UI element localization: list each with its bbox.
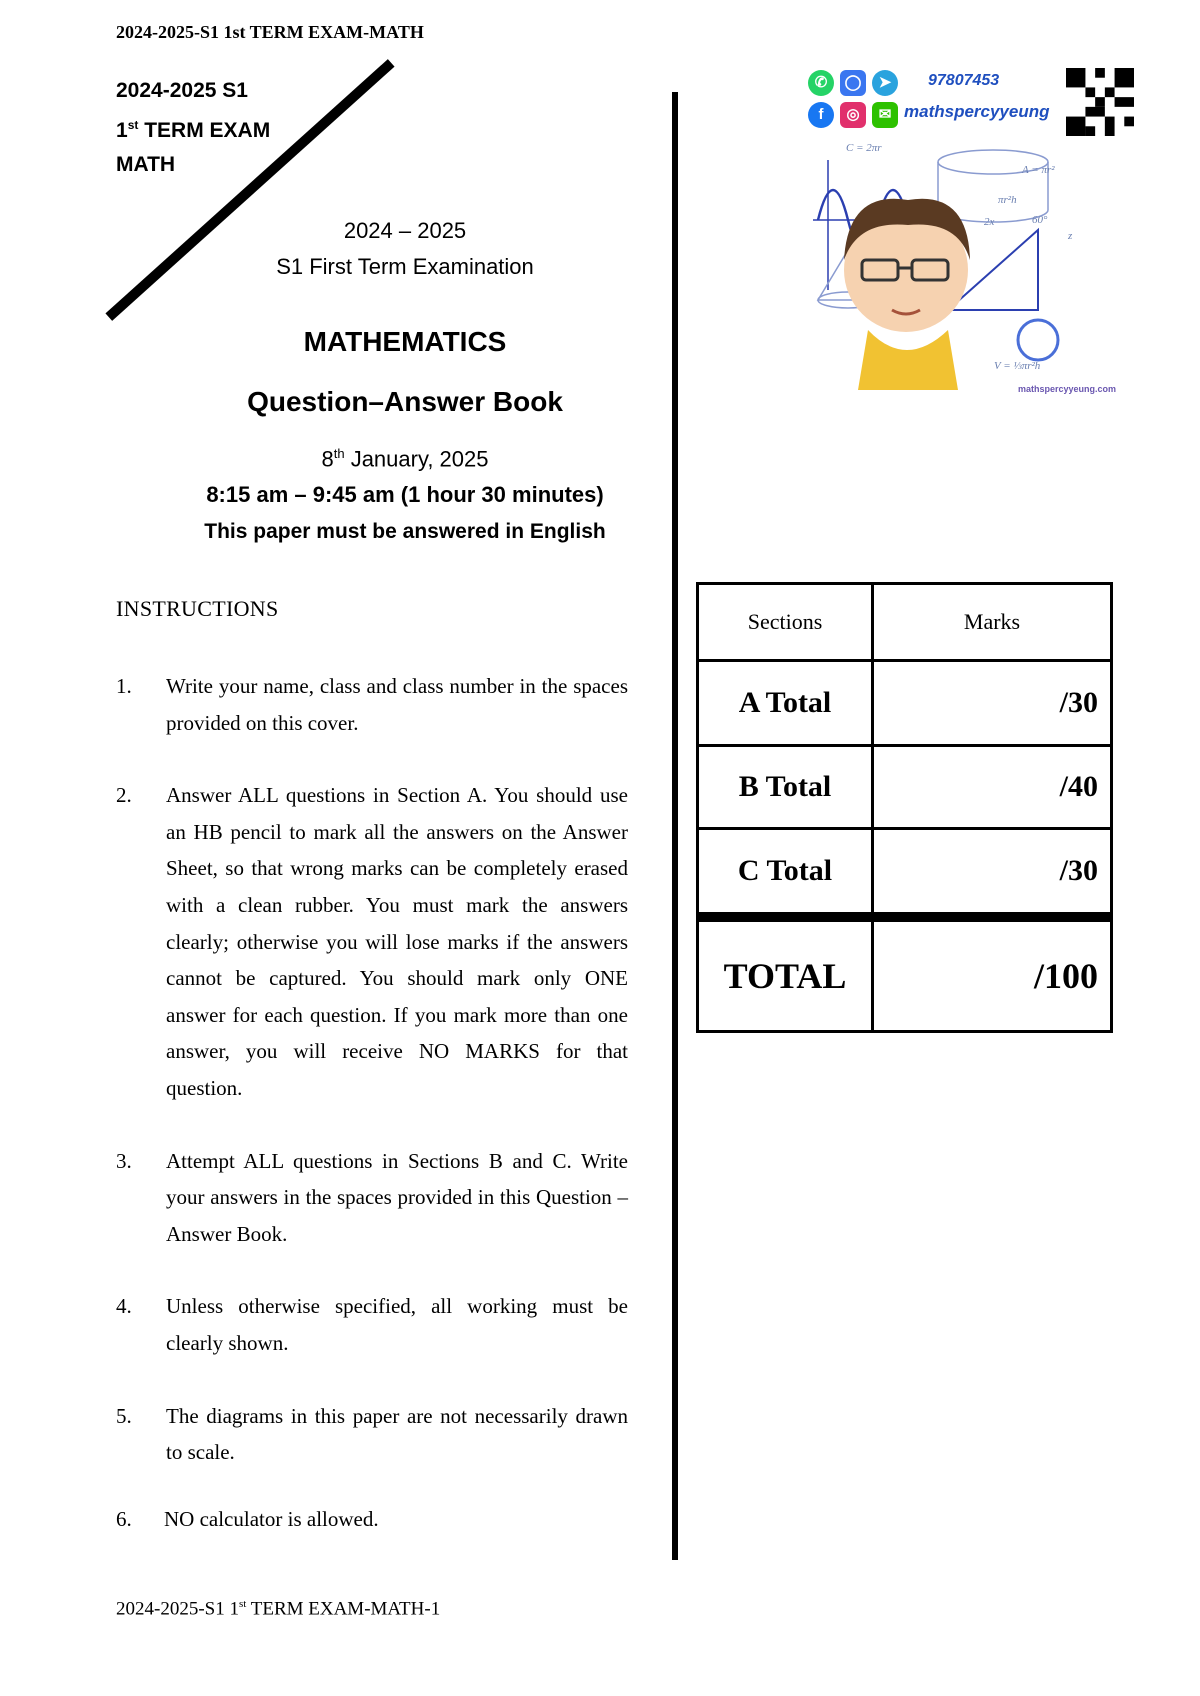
facebook-icon: f xyxy=(808,102,834,128)
exam-name: S1 First Term Examination xyxy=(276,254,534,279)
instruction-item: 5. The diagrams in this paper are not necessarily drawn to scale. xyxy=(116,1403,628,1465)
table-row: C Total /30 xyxy=(698,829,1112,918)
telegram-icon: ➤ xyxy=(872,70,898,96)
signal-icon: ◯ xyxy=(840,70,866,96)
social-handle: mathspercyyeung xyxy=(904,102,1050,121)
instruction-item: 6. NO calculator is allowed. xyxy=(116,1506,379,1531)
phone-number: 97807453 xyxy=(928,72,1000,89)
book-title: Question–Answer Book xyxy=(247,386,563,417)
running-header: 2024-2025-S1 1st TERM EXAM-MATH xyxy=(116,22,424,42)
website-label: mathspercyyeung.com xyxy=(1018,384,1117,394)
language-note: This paper must be answered in English xyxy=(204,520,606,543)
qr-code-icon xyxy=(1066,68,1134,136)
instagram-icon: ◎ xyxy=(840,102,866,128)
stamp-block xyxy=(116,74,270,182)
column-header-sections: Sections xyxy=(698,584,873,661)
table-header-row xyxy=(698,584,1112,661)
instruction-item: 4. Unless otherwise specified, all working must be clearly shown. xyxy=(116,1294,628,1355)
exam-year: 2024 – 2025 xyxy=(343,218,467,243)
total-marks: /100 xyxy=(873,917,1112,1032)
whatsapp-icon: ✆ xyxy=(808,70,834,96)
subject-title: MATHEMATICS xyxy=(303,326,507,357)
stamp-line-1: 2024-2025 S1 xyxy=(116,79,248,102)
exam-date: 8th January, 2025 xyxy=(321,446,489,472)
instruction-item: 3. Attempt ALL questions in Sections B and C. Write your answers in the spaces provided in this Question – Answer Book. xyxy=(116,1148,628,1246)
instruction-item: 1. Write your name, class and class number in the spaces provided on this cover. xyxy=(116,674,628,735)
stamp-line-3: MATH xyxy=(116,153,176,176)
math-illustration xyxy=(808,140,1138,390)
column-header-marks: Marks xyxy=(873,584,1112,661)
instruction-item: 2. Answer ALL questions in Section A. You should use an HB pencil to mark all the answers on the Answer Sheet, so that wrong marks can be completely erased with a clean rubber. You must mark the answers clearly; otherwise you will lose marks if the answers cannot be captured. You should mark only ONE answer for each question. If you mark more than one answer, you will receive NO MARKS for that question. xyxy=(116,783,628,1100)
instructions-list xyxy=(116,668,628,1573)
column-divider xyxy=(672,92,678,1560)
marks-table xyxy=(696,582,1113,1033)
wechat-icon: ✉ xyxy=(872,102,898,128)
exam-time: 8:15 am – 9:45 am (1 hour 30 minutes) xyxy=(206,482,604,507)
instructions-heading: INSTRUCTIONS xyxy=(116,596,279,621)
promo-image: ✆ ◯ ➤ f ◎ ✉ 97807453 mathspercyyeung C = 2πr A = πr² πr²h 60° V = ⅓πr²h 2x z mathspercyyeung.com xyxy=(808,64,1138,404)
table-row: A Total /30 xyxy=(698,661,1112,746)
page-footer: 2024-2025-S1 1st TERM EXAM-MATH-1 xyxy=(116,1598,441,1620)
table-row: B Total /40 xyxy=(698,746,1112,829)
table-total-row xyxy=(698,917,1112,1032)
stamp-line-2: 1st TERM EXAM xyxy=(116,118,271,142)
total-label: TOTAL xyxy=(698,917,873,1032)
